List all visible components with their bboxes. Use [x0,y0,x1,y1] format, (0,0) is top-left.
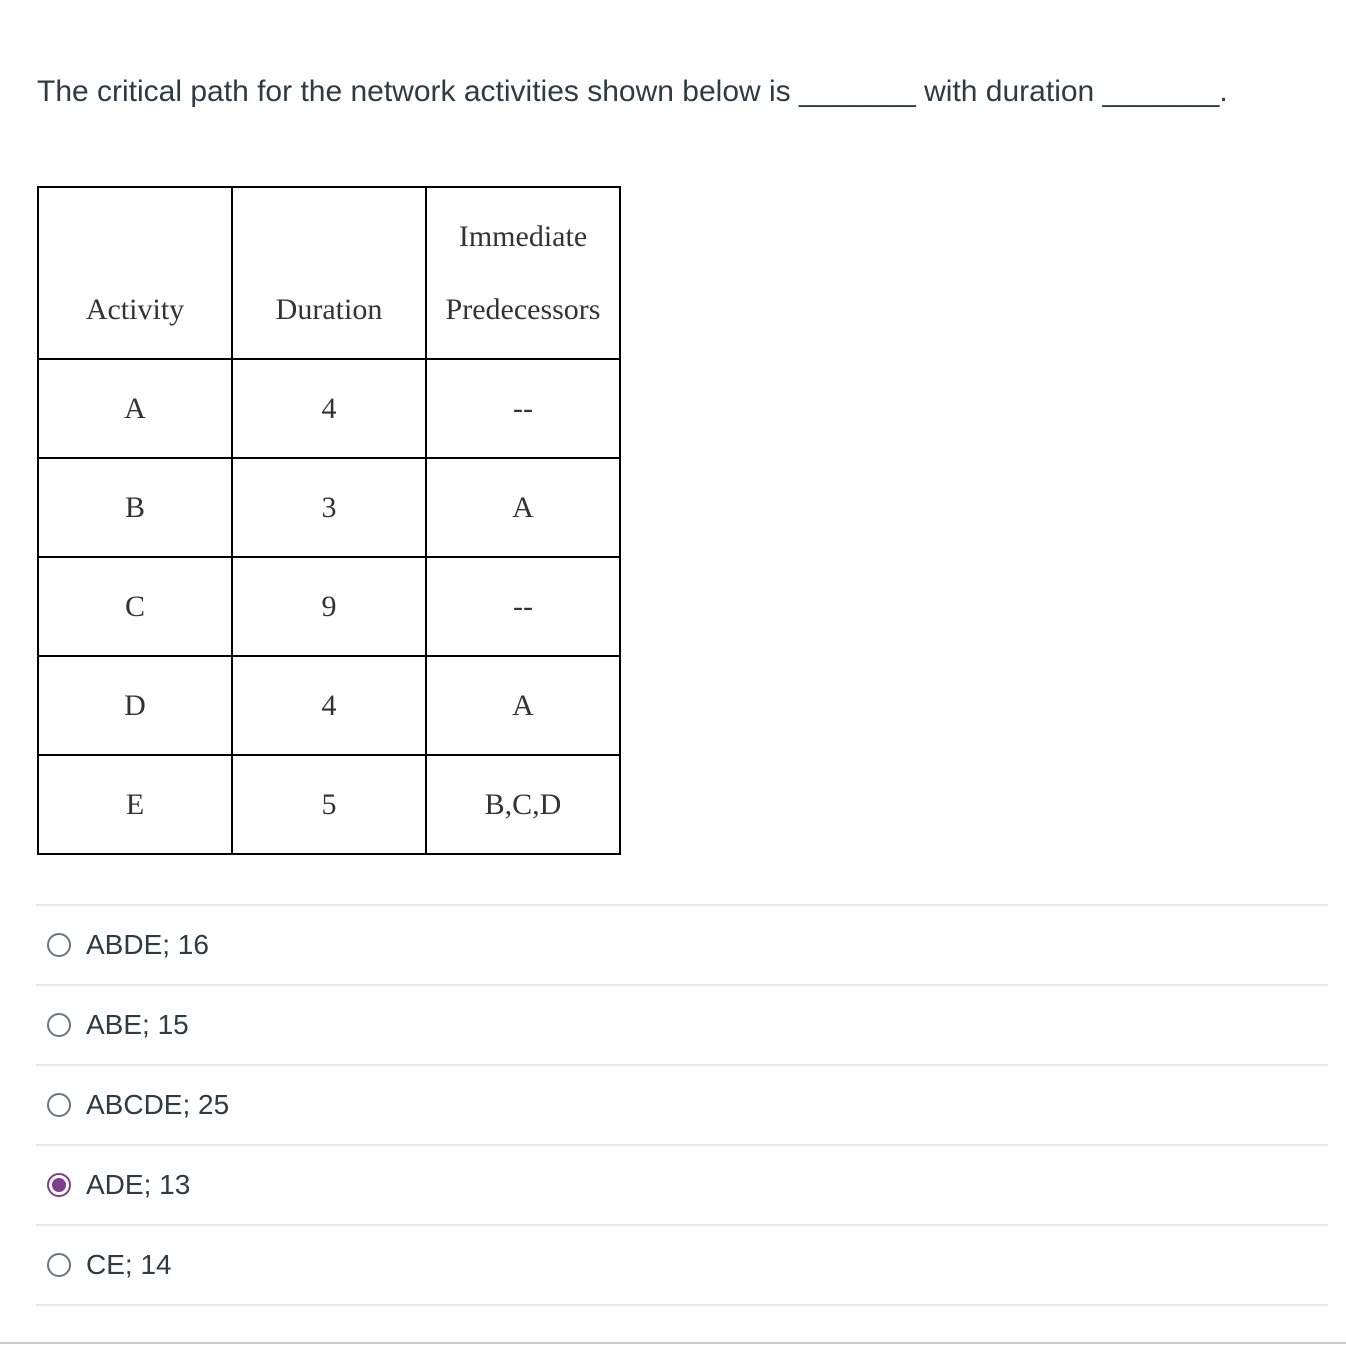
cell-activity: E [38,755,232,854]
answer-option-abcde[interactable] [36,1066,1328,1146]
cell-duration: 9 [232,557,426,656]
radio-button[interactable] [47,1013,71,1037]
answer-label[interactable]: ABDE; 16 [86,929,209,960]
table-row [38,458,620,557]
activity-table [37,186,621,855]
header-duration [232,187,426,359]
header-activity [38,187,232,359]
cell-predecessors: A [426,656,620,755]
header-duration-label: Duration [275,293,383,326]
header-predecessors-line1: Immediate [458,220,588,253]
header-predecessors [426,187,620,359]
cell-activity: B [38,458,232,557]
answer-option-abde[interactable] [36,906,1328,986]
cell-duration: 3 [232,458,426,557]
cell-duration: 5 [232,755,426,854]
cell-predecessors: -- [426,557,620,656]
cell-predecessors: A [426,458,620,557]
table-row [38,557,620,656]
cell-duration: 4 [232,359,426,458]
answer-label[interactable]: ABE; 15 [86,1009,189,1040]
header-activity-label: Activity [85,293,185,326]
bottom-divider [0,1342,1346,1344]
table-header-row [38,187,620,359]
table-row [38,755,620,854]
answer-label[interactable]: CE; 14 [86,1249,172,1280]
cell-predecessors: -- [426,359,620,458]
cell-activity: A [38,359,232,458]
answer-option-abe[interactable] [36,986,1328,1066]
answer-label[interactable]: ABCDE; 25 [86,1089,230,1120]
cell-predecessors: B,C,D [426,755,620,854]
answer-label[interactable]: ADE; 13 [86,1169,191,1200]
cell-activity: C [38,557,232,656]
header-predecessors-line2: Predecessors [445,293,601,326]
answer-option-ade[interactable] [36,1146,1328,1226]
radio-button[interactable] [47,1093,71,1117]
answer-option-ce[interactable] [36,1226,1328,1306]
cell-activity: D [38,656,232,755]
cell-duration: 4 [232,656,426,755]
radio-button[interactable] [47,933,71,957]
radio-button[interactable] [47,1253,71,1277]
answer-list [36,904,1328,1306]
table-row [38,359,620,458]
question-text: The critical path for the network activities shown below is _______ with duration _______. [37,75,1228,108]
table-row [38,656,620,755]
radio-button-selected[interactable] [47,1173,71,1197]
